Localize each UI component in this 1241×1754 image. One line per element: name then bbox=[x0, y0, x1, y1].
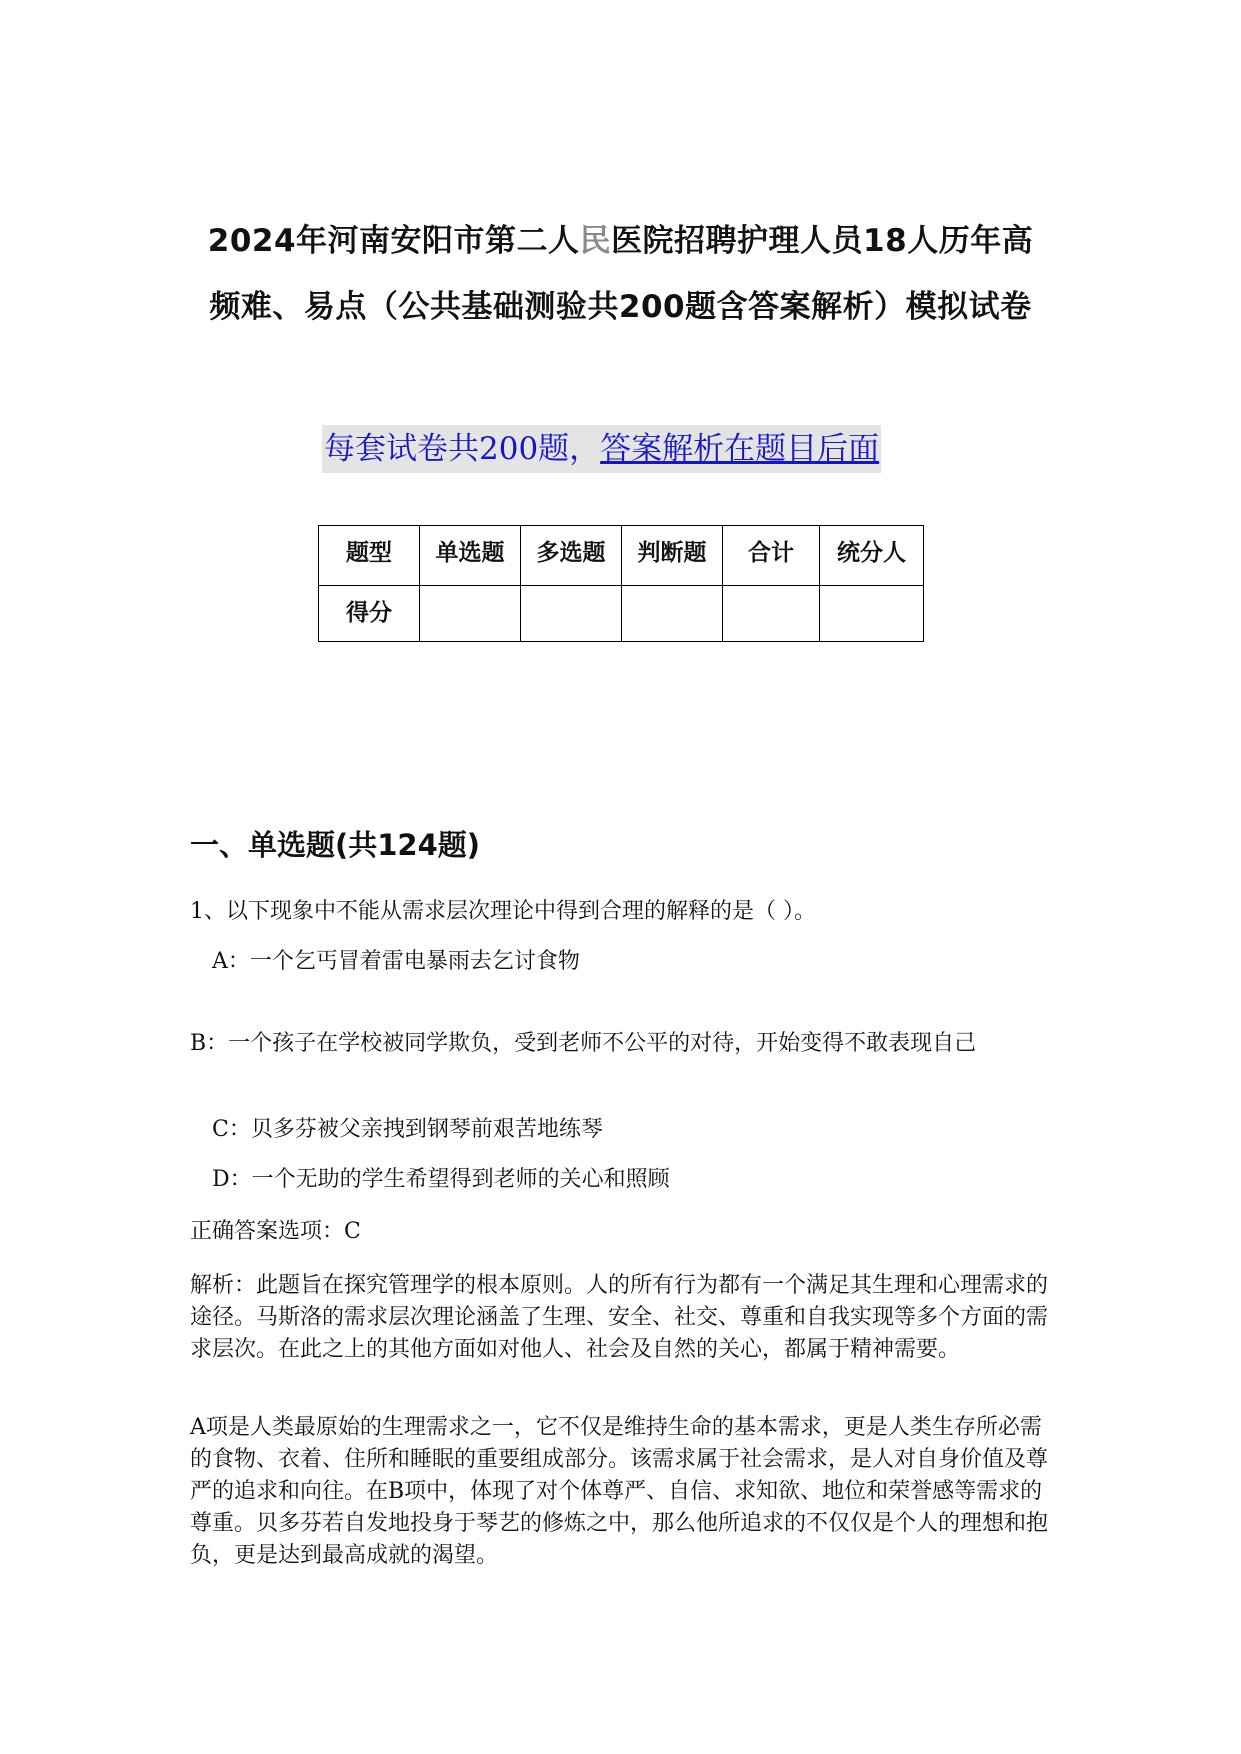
score-table bbox=[318, 525, 924, 642]
header-cell-type: 题型 bbox=[319, 526, 420, 586]
question-1-option-b: B：一个孩子在学校被同学欺负，受到老师不公平的对待，开始变得不敢表现自己 bbox=[190, 1031, 977, 1056]
score-cell-single[interactable] bbox=[420, 586, 521, 642]
question-1-option-c: C：贝多芬被父亲拽到钢琴前艰苦地练琴 bbox=[212, 1117, 603, 1142]
banner-text: 每套试卷共200题， bbox=[324, 431, 601, 467]
title-line-2: 频难、易点（公共基础测验共200题含答案解析）模拟试卷 bbox=[209, 289, 1032, 325]
score-cell-multiple[interactable] bbox=[521, 586, 622, 642]
score-cell-judgement[interactable] bbox=[622, 586, 723, 642]
header-cell-scorer: 统分人 bbox=[820, 526, 924, 586]
title-line-1-dim-char: 民 bbox=[579, 223, 612, 259]
question-1-analysis: 解析：此题旨在探究管理学的根本原则。人的所有行为都有一个满足其生理和心理需求的途径。马斯洛的需求层次理论涵盖了生理、安全、社交、尊重和自我实现等多个方面的需求层次。在此之上的其他方面如对他人、社会及自然的关心，都属于精神需要。 bbox=[190, 1273, 1049, 1362]
document-title bbox=[150, 208, 1091, 340]
header-cell-single: 单选题 bbox=[420, 526, 521, 586]
question-1-answer: 正确答案选项：C bbox=[190, 1219, 361, 1244]
title-line-1 bbox=[150, 208, 1091, 274]
question-count-banner bbox=[322, 425, 881, 473]
score-table-score-row bbox=[319, 586, 924, 642]
score-cell-total[interactable] bbox=[723, 586, 820, 642]
header-cell-total: 合计 bbox=[723, 526, 820, 586]
title-line-1-part-b: 医院招聘护理人员18人历年高 bbox=[611, 223, 1034, 259]
header-cell-judgement: 判断题 bbox=[622, 526, 723, 586]
answer-location-link[interactable]: 答案解析在题目后面 bbox=[600, 431, 880, 467]
score-table-header-row bbox=[319, 526, 924, 586]
score-cell-scorer[interactable] bbox=[820, 586, 924, 642]
header-cell-multiple: 多选题 bbox=[521, 526, 622, 586]
section-heading: 一、单选题(共124题) bbox=[190, 828, 481, 862]
question-1-stem: 1、以下现象中不能从需求层次理论中得到合理的解释的是（ ）。 bbox=[190, 899, 816, 924]
score-row-label: 得分 bbox=[319, 586, 420, 642]
question-1-analysis-continued: A项是人类最原始的生理需求之一，它不仅是维持生命的基本需求，更是人类生存所必需的食物、衣着、住所和睡眠的重要组成部分。该需求属于社会需求，是人对自身价值及尊严的追求和向往。在B项中，体现了对个体尊严、自信、求知欲、地位和荣誉感等需求的尊重。贝多芬若自发地投身于琴艺的修炼之中，那么他所追求的不仅仅是个人的理想和抱负，更是达到最高成就的渴望。 bbox=[190, 1415, 1049, 1568]
question-1-option-a: A：一个乞丐冒着雷电暴雨去乞讨食物 bbox=[212, 949, 580, 974]
title-line-1-part-a: 2024年河南安阳市第二人 bbox=[207, 223, 580, 259]
question-1-option-d: D：一个无助的学生希望得到老师的关心和照顾 bbox=[212, 1167, 670, 1192]
